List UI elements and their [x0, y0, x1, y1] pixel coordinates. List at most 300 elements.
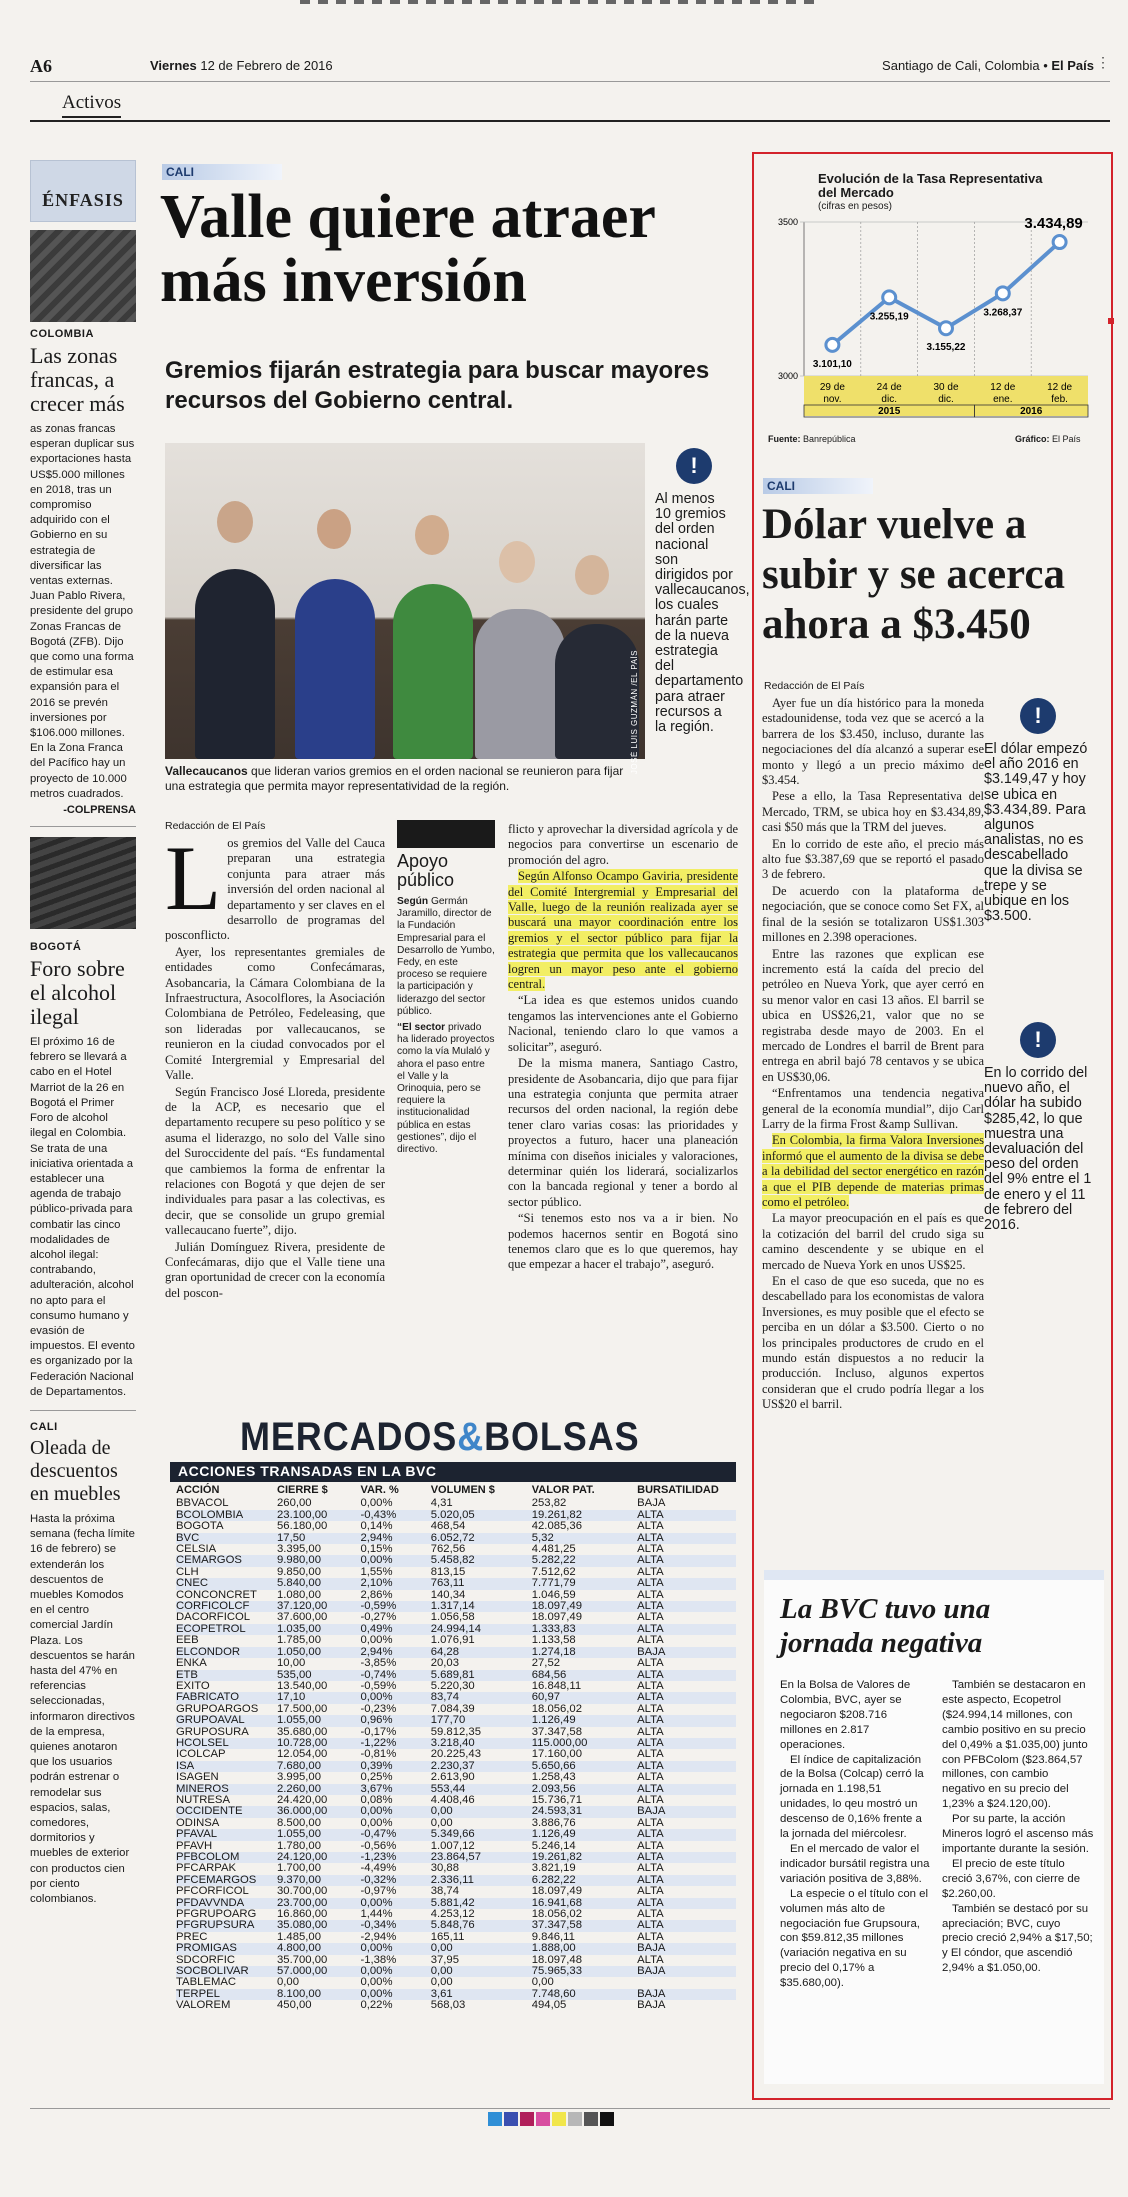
table-header-cell: ACCIÓN: [176, 1484, 220, 1496]
table-cell: 0,25%: [360, 1771, 393, 1784]
chart-data-label: 3.268,37: [983, 307, 1023, 319]
table-cell: 4.253,12: [430, 1908, 475, 1921]
table-cell: 4.408,46: [430, 1793, 475, 1806]
table-cell: 5.282,22: [532, 1555, 637, 1566]
table-cell: 1.046,59: [531, 1588, 576, 1601]
chart-data-label: 3.155,22: [926, 342, 966, 354]
table-cell: 3.995,00: [277, 1771, 321, 1784]
table-row: [176, 1658, 736, 1669]
table-row: [176, 1966, 736, 1977]
table-cell: ALTA: [637, 1634, 664, 1647]
table-cell: ALTA: [637, 1670, 736, 1681]
table-cell: 2,94%: [360, 1533, 430, 1544]
table-cell: 0,00: [431, 1966, 532, 1977]
table-cell: -0,59%: [360, 1679, 397, 1692]
chart-year-label: 2015: [878, 406, 901, 417]
table-cell: 13.540,00: [277, 1679, 328, 1692]
table-cell: 18.097,49: [531, 1611, 582, 1624]
table-cell: ALTA: [637, 1920, 736, 1931]
table-cell: 35.080,00: [277, 1920, 360, 1931]
table-cell: ALTA: [637, 1601, 736, 1612]
table-cell: PFAVAL: [176, 1829, 277, 1840]
table-cell: 763,11: [431, 1578, 532, 1589]
photo-figure-head: [317, 509, 351, 549]
table-cell: 2,94%: [360, 1647, 430, 1658]
table-cell: ALTA: [637, 1611, 664, 1624]
table-cell: -1,38%: [360, 1953, 397, 1966]
table-cell: 0,00: [431, 1943, 532, 1954]
table-cell: PROMIGAS: [176, 1943, 277, 1954]
table-cell: 553,44: [431, 1784, 532, 1795]
trm-line-chart: [770, 210, 1100, 432]
table-cell: ALTA: [637, 1543, 664, 1556]
table-cell: 83,74: [431, 1692, 532, 1703]
apoyo-item-lead: Según: [397, 896, 429, 907]
photo-figure: [475, 609, 565, 759]
table-cell: -0,43%: [360, 1510, 430, 1521]
photo-figure-head: [499, 541, 535, 583]
table-row: [176, 1692, 736, 1703]
table-header-cell: CIERRE $: [277, 1484, 328, 1496]
table-cell: ECOPETROL: [176, 1624, 277, 1635]
bvc-column-2: [942, 1678, 1094, 1976]
table-cell: ETB: [176, 1670, 277, 1681]
table-cell: 5.848,76: [431, 1920, 532, 1931]
table-cell: 6.052,72: [431, 1533, 532, 1544]
table-cell: ALTA: [637, 1578, 736, 1589]
article-paragraph: De la misma manera, Santiago Castro, presidente de Asobancaria, dijo que para fijar una estrategia conjunta que permita atraer recursos del orden nacional, la región debe tener claro varias cosas: las prioridades y proyectos a futuro, hacer una planeación mínima con diseños iniciales y valoraciones, determinar quién los liderará, socializarlos con la bancada regional y tener a bordo al sector público.: [508, 1056, 738, 1209]
table-cell: ISAGEN: [176, 1771, 219, 1784]
bvc-paragraph: También se destacaron en este aspecto, Ecopetrol ($24.994,14 millones, con cambio positivo en su precio del 0,49% a $1.035,00) junto con PFBColom ($23.864,57 millones, con cambio negativo en su precio del 1,23% a $24.120,00).: [942, 1679, 1088, 1811]
table-cell: 17.500,00: [277, 1702, 328, 1715]
table-cell: BAJA: [637, 1966, 736, 1977]
table-cell: 1.055,00: [277, 1715, 360, 1726]
table-cell: 1.333,83: [532, 1624, 637, 1635]
table-cell: 1.055,00: [277, 1829, 360, 1840]
table-cell: ALTA: [637, 1725, 664, 1738]
table-cell: 7.084,39: [430, 1702, 475, 1715]
print-registration-ticks: [300, 0, 820, 4]
meeting-photo: [165, 443, 645, 759]
table-cell: VALOREM: [176, 1999, 231, 2012]
table-cell: ALTA: [637, 1771, 664, 1784]
table-cell: 18.056,02: [531, 1908, 582, 1921]
header-date-rest: 12 de Febrero de 2016: [196, 58, 333, 73]
table-cell: 35.700,00: [277, 1953, 328, 1966]
bvc-paragraph: La especie o el título con el volumen más alto de negociación fue Grupsoura, con $59.812,35 millones (variación negativa en su precio del 0,17% a $35.680,00).: [780, 1887, 929, 1990]
chart-year-label: 2016: [1020, 406, 1043, 417]
table-cell: 1.056,58: [430, 1611, 475, 1624]
table-cell: -0,17%: [360, 1725, 397, 1738]
table-cell: 10.728,00: [277, 1738, 360, 1749]
table-cell: BCOLOMBIA: [176, 1510, 277, 1521]
table-cell: 0,14%: [360, 1520, 393, 1533]
markets-title-amp: &: [457, 1415, 485, 1459]
article-paragraph-highlighted: [762, 1133, 984, 1210]
table-cell: 0,00%: [360, 1497, 393, 1510]
table-cell: GRUPOAVAL: [176, 1715, 277, 1726]
table-cell: 1.126,49: [532, 1829, 637, 1840]
table-cell: 42.085,36: [531, 1520, 582, 1533]
header-day: Viernes: [150, 58, 197, 73]
apoyo-title: Apoyo público: [397, 851, 455, 890]
table-cell: 0,00%: [360, 1806, 430, 1817]
table-cell: 37,95: [430, 1953, 459, 1966]
highlighted-text: En Colombia, la firma Valora Inversiones informó que el aumento de la divisa se debe a la debilidad del sector energético en razón a que el PIB depende de materias primas como el petróleo.: [762, 1133, 984, 1209]
callout-text: En lo corrido del nuevo año, el dólar ha subido $285,42, lo que muestra una devaluación del peso del orden del 9% entre el 1 de enero y el 11 de febrero del 2016.: [984, 1065, 1092, 1234]
photo-figure: [295, 579, 375, 759]
table-cell: 7.771,79: [532, 1578, 637, 1589]
article-byline: Redacción de El País: [165, 820, 266, 832]
table-header-cell: BURSATILIDAD: [637, 1484, 719, 1496]
article-paragraph: Entre las razones que explican ese incremento está la caída del precio del petróleo en Nueva York, que ayer cerró en su menor valor en casi 13 años. El barril se ubica en US$26,21, valor que no se registraba desde mayo de 2003. En el mercado de Londres el barril de Brent para entrega en abril bajó 78 centavos y se ubica en US$30,06.: [762, 946, 984, 1084]
table-cell: 17,50: [277, 1533, 360, 1544]
article-subheadline: Gremios fijarán estrategia para buscar mayores recursos del Gobierno central.: [165, 357, 710, 414]
table-cell: 813,15: [430, 1565, 466, 1578]
table-cell: BBVACOL: [176, 1497, 229, 1510]
article-paragraph: La mayor preocupación en el país es que la cotización del barril del crudo siga su camino descendente y se ubique en el mercado de Nueva York en unos US$25.: [762, 1211, 984, 1272]
exclamation-circle-icon: !: [1020, 698, 1056, 734]
vertical-dots-icon: ⋮: [1096, 54, 1110, 70]
photo-figure-head: [415, 515, 449, 555]
article-paragraph: En lo corrido de este año, el precio más alto fue $3.387,69 que se reportó el pasado 3 de febrero.: [762, 836, 984, 882]
table-cell: ALTA: [637, 1555, 736, 1566]
color-swatch: [584, 2112, 598, 2126]
color-swatch: [520, 2112, 534, 2126]
chart-graphic-text: El País: [1052, 434, 1081, 444]
header-city-text: Santiago de Cali, Colombia •: [882, 58, 1052, 73]
story-headline: Foro sobre el alcohol ilegal: [30, 956, 125, 1030]
table-cell: 5.246,14: [531, 1839, 576, 1852]
table-cell: 18.097,48: [531, 1953, 582, 1966]
table-cell: 1.785,00: [277, 1634, 321, 1647]
bvc-paragraph: También se destacó por su apreciación; BVC, cuyo precio creció 2,94% a $17,50; y El cóndor, que ascendió 2,94% a $1.050,00.: [942, 1902, 1093, 1975]
table-cell: FABRICATO: [176, 1692, 277, 1703]
chart-y-tick-label: 3500: [777, 217, 798, 227]
table-cell: 3.218,40: [431, 1738, 532, 1749]
table-cell: 115.000,00: [532, 1738, 637, 1749]
table-cell: BAJA: [637, 1806, 736, 1817]
table-cell: -0,59%: [360, 1601, 430, 1612]
table-cell: ALTA: [637, 1520, 664, 1533]
table-cell: 0,22%: [360, 1999, 393, 2012]
table-cell: 0,00: [431, 1806, 532, 1817]
table-cell: 7.512,62: [531, 1565, 576, 1578]
table-cell: ALTA: [637, 1930, 664, 1943]
table-cell: 17,10: [277, 1692, 360, 1703]
chart-x-tick-label: 24 de dic.: [876, 382, 902, 405]
table-cell: 1.317,14: [431, 1601, 532, 1612]
chart-source-label: Fuente:: [768, 434, 801, 444]
dolar-byline: Redacción de El País: [764, 680, 865, 692]
table-cell: 15.736,71: [531, 1793, 582, 1806]
story-credit: -COLPRENSA: [63, 804, 136, 817]
table-cell: 24.120,00: [277, 1852, 360, 1863]
photo-figure-head: [217, 501, 253, 543]
table-cell: 17.160,00: [531, 1748, 582, 1761]
table-cell: 20.225,43: [430, 1748, 481, 1761]
table-cell: PFCEMARGOS: [176, 1875, 277, 1886]
table-cell: 6.282,22: [532, 1875, 637, 1886]
table-cell: 20,03: [430, 1657, 459, 1670]
table-cell: 1.780,00: [277, 1839, 321, 1852]
page-number: A6: [30, 56, 52, 76]
table-cell: ALTA: [637, 1510, 736, 1521]
table-cell: -0,23%: [360, 1702, 397, 1715]
table-row: [176, 1521, 736, 1532]
photo-figure-head: [575, 555, 609, 595]
table-cell: -0,56%: [360, 1839, 397, 1852]
dolar-headline: Dólar vuelve a subir y se acerca ahora a $3.450: [762, 501, 1065, 648]
table-cell: 27,52: [531, 1657, 561, 1670]
table-row: [176, 1635, 736, 1646]
table-cell: 5.689,81: [431, 1670, 532, 1681]
table-cell: ALTA: [637, 1793, 664, 1806]
table-cell: ALTA: [637, 1816, 664, 1829]
table-cell: ELCONDOR: [176, 1647, 277, 1658]
table-cell: 0,00%: [360, 1976, 393, 1989]
red-marker: [1108, 318, 1114, 324]
apoyo-item: [397, 896, 495, 1018]
callout-text: Al menos 10 gremios del orden nacional son dirigidos por vallecaucanos, los cuales harán parte de la nueva estrategia del departamento para atraer recursos a la región.: [655, 491, 750, 736]
table-cell: ALTA: [637, 1829, 736, 1840]
table-cell: 253,82: [531, 1497, 567, 1510]
caption-text: que lideran varios gremios en el orden nacional se reunieron para fijar una estrategia que permita mayor representatividad de la región.: [165, 764, 624, 793]
table-cell: 5.349,66: [431, 1829, 532, 1840]
sidebar-divider: [30, 1410, 136, 1411]
bvc-paragraph: El precio de este título creció 3,67%, con cierre de $2.260,00.: [942, 1857, 1081, 1900]
bvc-paragraph: En la Bolsa de Valores de Colombia, BVC, ayer se negociaron $208.716 millones en 2.817 operaciones.: [780, 1679, 911, 1751]
table-cell: EEB: [176, 1634, 199, 1647]
highlighted-text: Según Alfonso Ocampo Gaviria, presidente del Comité Intergremial y Empresarial del Valle, luego de la reunión realizada ayer se buscará una mayor coordinación entre los gremios y el sector público para fijar la estrategia que permita que los vallecaucanos logren un mayor peso ante el gobierno central.: [508, 869, 738, 992]
table-cell: ALTA: [637, 1565, 664, 1578]
table-cell: 0,96%: [360, 1715, 430, 1726]
markets-table-caption: ACCIONES TRANSADAS EN LA BVC: [170, 1462, 736, 1482]
table-cell: 0,00: [277, 1976, 300, 1989]
photo-caption: [165, 764, 645, 794]
table-cell: 18.097,49: [531, 1885, 582, 1898]
bvc-box-top-band: [764, 1570, 1104, 1580]
print-color-bar: [488, 2112, 614, 2126]
table-cell: 0,00: [531, 1976, 554, 1989]
article-paragraph: “La idea es que estemos unidos cuando tengamos las intervenciones ante el Gobierno Nacional, teniendo claro lo que vamos a solicitar”, aseguró.: [508, 993, 738, 1054]
table-cell: OCCIDENTE: [176, 1806, 277, 1817]
table-cell: 18.097,49: [532, 1601, 637, 1612]
table-cell: 1.888,00: [532, 1943, 637, 1954]
table-cell: 23.864,57: [431, 1852, 532, 1863]
table-cell: 0,00%: [360, 1943, 430, 1954]
chart-subtitle: (cifras en pesos): [818, 201, 892, 212]
chart-data-label: 3.101,10: [812, 358, 852, 370]
table-cell: 1.050,00: [277, 1647, 360, 1658]
color-swatch: [568, 2112, 582, 2126]
table-body: [176, 1498, 736, 2011]
article-headline: Valle quiere atraer más inversión: [160, 183, 655, 315]
chart-x-tick-label: 12 de feb.: [1047, 382, 1073, 405]
table-cell: 2.336,11: [431, 1875, 532, 1886]
table-cell: 2,86%: [360, 1588, 393, 1601]
article-paragraph-highlighted: [508, 869, 738, 992]
table-cell: 535,00: [277, 1670, 360, 1681]
table-cell: 16.941,68: [532, 1898, 637, 1909]
dolar-column: [762, 696, 984, 1414]
table-cell: 0,00%: [360, 1555, 430, 1566]
table-cell: 0,00%: [360, 1816, 393, 1829]
dolar-callout: [984, 1022, 1092, 1233]
table-cell: -0,47%: [360, 1829, 430, 1840]
chart-data-point: [1053, 236, 1066, 249]
table-cell: CORFICOLCF: [176, 1601, 277, 1612]
table-cell: 1.133,58: [531, 1634, 576, 1647]
table-cell: 2.230,37: [431, 1761, 532, 1772]
caption-lead: Vallecaucanos: [165, 764, 248, 778]
table-cell: 0,00: [430, 1976, 453, 1989]
header-date: [150, 58, 333, 73]
table-cell: NUTRESA: [176, 1793, 230, 1806]
table-cell: BAJA: [637, 1647, 736, 1658]
table-cell: BVC: [176, 1533, 277, 1544]
color-swatch: [504, 2112, 518, 2126]
bvc-paragraph: En el mercado de valor el indicador bursátil registra una variación positiva de 3,88%.: [780, 1842, 930, 1885]
table-header-cell: VOLUMEN $: [430, 1484, 495, 1496]
table-cell: ALTA: [637, 1748, 664, 1761]
chart-data-point: [883, 291, 896, 304]
table-row: [176, 1886, 736, 1897]
color-swatch: [600, 2112, 614, 2126]
table-cell: -1,22%: [360, 1738, 430, 1749]
table-cell: 5.458,82: [431, 1555, 532, 1566]
story-text: Hasta la próxima semana (fecha límite 16 de febrero) se extenderán los descuentos de muebles Komodos en el centro comercial Jardín Plaza. Los descuentos se harán hasta del 47% en referencias seleccionadas, informaron directivos de la empresa, quienes anotaron que los usuarios podrán estrenar o remodelar sus espacios, salas, comedores, dormitorios y muebles de exterior con productos cien por ciento colombianos.: [30, 1512, 135, 1906]
table-cell: 165,11: [430, 1930, 465, 1943]
article-paragraph: En el caso de que eso suceda, que no es descabellado para los economistas de valora Inversiones, es muy posible que el efecto se perciba en un dólar a $3.500. Cierto o no los principales productores de crudo en el mundo están dispuestos a no reducir la producción. Incluso, algunos expertos consideran que el crudo podría llegar a los US$20 el barril.: [762, 1274, 984, 1412]
article-callout: [655, 448, 750, 736]
apoyo-item-text: privado ha liderado proyectos como la vía Mulaló y ahora el paso entre el Valle y la Orinoquia, pero se requiere la institucionalidad pública en estas gestiones”, dijo el directivo.: [397, 1022, 495, 1156]
table-cell: -0,97%: [360, 1885, 397, 1898]
table-cell: 35.680,00: [277, 1725, 328, 1738]
stocks-table: [176, 1485, 736, 2012]
table-row: [176, 1578, 736, 1589]
table-cell: ALTA: [637, 1761, 736, 1772]
table-header-cell: VAR. %: [360, 1484, 399, 1496]
table-cell: PFDAVVNDA: [176, 1898, 277, 1909]
table-cell: 30.700,00: [277, 1885, 328, 1898]
table-cell: 19.261,82: [532, 1852, 637, 1863]
table-cell: 762,56: [430, 1543, 466, 1556]
table-cell: ALTA: [637, 1852, 736, 1863]
table-cell: 59.812,35: [430, 1725, 481, 1738]
table-cell: 9.370,00: [277, 1875, 360, 1886]
table-cell: 260,00: [277, 1497, 312, 1510]
chart-data-point: [940, 322, 953, 335]
table-cell: -3,85%: [360, 1657, 397, 1670]
table-cell: GRUPOARGOS: [176, 1702, 259, 1715]
story-tag: COLOMBIA: [30, 328, 94, 340]
article-paragraph: “Enfrentamos una tendencia negativa general de la economía mundial”, dijo Carl Larry de la firma Frost &amp Sullivan.: [762, 1086, 984, 1131]
chart-source: [768, 434, 856, 444]
table-cell: 0,49%: [360, 1624, 430, 1635]
table-cell: ALTA: [637, 1839, 664, 1852]
table-cell: DACORFICOL: [176, 1611, 251, 1624]
table-row: [176, 2000, 736, 2011]
table-cell: 1.080,00: [277, 1588, 321, 1601]
table-cell: 0,15%: [360, 1543, 393, 1556]
story-tag: CALI: [30, 1420, 58, 1433]
table-cell: BAJA: [637, 1497, 666, 1510]
table-cell: 2.613,90: [430, 1771, 475, 1784]
table-cell: 5.840,00: [277, 1578, 360, 1589]
table-row: [176, 1715, 736, 1726]
article-paragraph: os gremios del Valle del Cauca preparan una estrategia conjunta para atraer más inversión del orden nacional al departamento y ser claves en el desarrollo de programas del posconflicto.: [165, 836, 385, 943]
table-cell: 1.274,18: [532, 1647, 637, 1658]
article-paragraph: “Si tenemos esto nos va a ir bien. No podemos hacernos sentir en Bogotá sino tenemos claro que es lo que queremos, hay que empezar a hacer el trabajo”, aseguró.: [508, 1211, 738, 1272]
table-cell: 0,00%: [360, 1966, 430, 1977]
table-cell: 0,00%: [360, 1989, 430, 2000]
table-cell: SOCBOLIVAR: [176, 1966, 277, 1977]
markets-title-a: MERCADOS: [240, 1415, 458, 1459]
enfasis-label: ÉNFASIS: [30, 160, 136, 222]
table-cell: 5,32: [532, 1533, 637, 1544]
zonas-francas-photo: [30, 230, 136, 322]
exclamation-circle-icon: !: [676, 448, 712, 484]
table-cell: -2,94%: [360, 1930, 397, 1943]
table-cell: 10,00: [277, 1657, 306, 1670]
table-cell: 57.000,00: [277, 1966, 360, 1977]
table-cell: PFBCOLOM: [176, 1852, 277, 1863]
apoyo-item-lead: “El sector: [397, 1022, 446, 1034]
table-cell: CEMARGOS: [176, 1555, 277, 1566]
table-cell: 3.821,19: [531, 1862, 576, 1875]
table-cell: ALTA: [637, 1679, 664, 1692]
table-cell: CONCONCRET: [176, 1588, 257, 1601]
table-cell: 1.485,00: [277, 1930, 321, 1943]
table-cell: -0,32%: [360, 1875, 430, 1886]
header-city: [882, 58, 1094, 73]
table-cell: ALTA: [637, 1875, 736, 1886]
table-row: [176, 1943, 736, 1954]
chart-data-label: 3.255,19: [869, 311, 909, 323]
chart-y-tick-label: 3000: [777, 371, 798, 381]
table-cell: -0,34%: [360, 1920, 430, 1931]
table-cell: MINEROS: [176, 1784, 277, 1795]
table-cell: GRUPOSURA: [176, 1725, 249, 1738]
table-cell: ODINSA: [176, 1816, 220, 1829]
table-cell: 3.395,00: [277, 1543, 321, 1556]
photo-figure: [393, 584, 473, 759]
chart-x-tick-label: 12 de ene.: [990, 382, 1016, 405]
table-cell: 3,61: [431, 1989, 532, 2000]
color-swatch: [552, 2112, 566, 2126]
article-paragraph: Ayer, los representantes gremiales de entidades como Confecámaras, Asobancaria, la Cámara Colombiana de la Infraestructura, Asocolflores, la Asociación Colombiana de Petróleo, Fedeleasing, que son lideradas por vallecaucanos, se reunieron en la ciudad convocados por el Comité Intergremial y Empresarial del Valle.: [165, 944, 385, 1083]
apoyo-item: [397, 1022, 495, 1156]
table-cell: 37.600,00: [277, 1611, 328, 1624]
table-cell: 4,31: [430, 1497, 453, 1510]
table-cell: 5.220,30: [430, 1679, 475, 1692]
table-cell: TERPEL: [176, 1989, 277, 2000]
table-cell: ALTA: [637, 1862, 664, 1875]
markets-title-b: BOLSAS: [484, 1415, 640, 1459]
table-cell: 1,44%: [360, 1908, 393, 1921]
table-cell: 23.700,00: [277, 1898, 360, 1909]
story-text: El próximo 16 de febrero se llevará a cabo en el Hotel Marriot de la 26 en Bogotá el Primer Foro de alcohol ilegal en Colombia. Se trata de una iniciativa orientada a establecer una agenda de trabajo público-privada para combatir las cinco modalidades de alcohol ilegal: contrabando, adulteración, alcohol no apto para el consumo humano y evasión de impuestos. El evento es organizado por la Federación Nacional de Departamentos.: [30, 1036, 135, 1398]
table-cell: PREC: [176, 1930, 208, 1943]
article-paragraph: Según Francisco José Lloreda, presidente de la ACP, es necesario que el departamento recupere su peso político y se asuma el liderazgo, no solo del Valle sino del Suroccidente del país. “Es fundamental que cambiemos la forma de enfrentar la relaciones con Bogotá y que dejen de ser individuales para pasar a las colectivas, es decir, que se consolide un grupo gremial vallecaucano fuerte”, dijo.: [165, 1084, 385, 1238]
table-cell: ALTA: [637, 1692, 736, 1703]
table-cell: ALTA: [637, 1908, 664, 1921]
table-cell: 4.800,00: [277, 1943, 360, 1954]
table-cell: 1.126,49: [532, 1715, 637, 1726]
callout-text: El dólar empezó el año 2016 en $3.149,47 y hoy se ubica en $3.434,89. Para algunos analistas, no es descabellado que la divisa se trepe y se ubique en los $3.500.: [984, 741, 1088, 925]
story-text: as zonas francas esperan duplicar sus exportaciones hasta US$5.000 millones en 2018, tras un compromiso adquirido con el Gobierno en su estrategia de diversificar las ventas externas. Juan Pablo Rivera, presidente del grupo Zonas Francas de Bogotá (ZFB). Dijo que como una forma de estimular esa expansión para el 2016 se prevén inversiones por $106.000 millones. En la Zona Franca del Pacífico hay un proyecto de 10.000 metros cuadrados.: [30, 423, 135, 800]
